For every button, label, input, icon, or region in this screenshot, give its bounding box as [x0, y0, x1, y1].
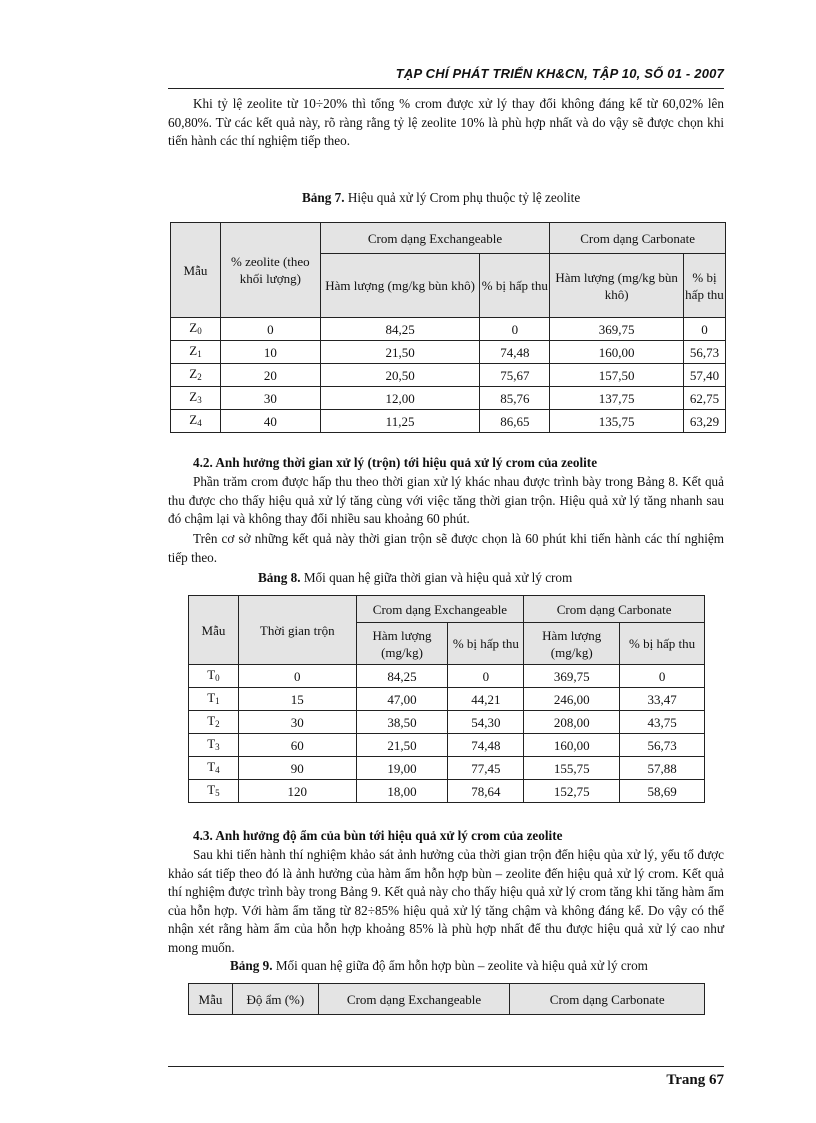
cell-ca-pct: 58,69 — [620, 780, 705, 803]
cell-sample — [189, 734, 239, 757]
cell-ca-content: 208,00 — [524, 711, 620, 734]
table9-caption-text: Mối quan hệ giữa độ ẩm hỗn hợp bùn – zeolite và hiệu quả xử lý crom — [272, 958, 648, 973]
cell-ex-pct: 0 — [448, 665, 524, 688]
section-4-3-paragraph-1: Sau khi tiến hành thí nghiệm khảo sát ảnh hưởng của thời gian trộn đến hiệu qủa xử lý, yếu tố được khảo sát tiếp theo đó là ảnh hưởng của hàm ẩm hỗn hợp bùn – zeolite đến hiệu quả xử lý crom. Kết quả thí nghiệm được trình bày trong Bảng 9. Kết quả này cho thấy hiệu quả xử lý crom tăng khi tăng hàm ẩm của hỗn hợp. Với hàm ẩm tăng từ 82÷85% hiệu quả xử lý tăng chậm và không đáng kể. Do vậy có thể nhận xét rằng hàm ẩm của hỗn hợp khoảng 85% là phù hợp nhất để thu được hiệu quả xử lý cao như mong muốn. — [168, 847, 724, 955]
cell-zeolite: 40 — [220, 410, 320, 433]
table8 — [188, 595, 705, 803]
footer-rule — [168, 1066, 724, 1067]
cell-ex-content: 47,00 — [356, 688, 448, 711]
section-4-2-paragraph-1: Phần trăm crom được hấp thu theo thời gian xử lý khác nhau được trình bày trong Bảng 8. Kết quả thu được cho thấy hiệu quả xử lý tăng cùng với việc tăng thời gian trộn. Hiệu quả xử lý tăng nhanh sau đó chậm lại và không thay đổi nhiều sau khoảng 60 phút. — [168, 474, 724, 526]
cell-ex-pct: 85,76 — [480, 387, 550, 410]
sample-letter: T — [207, 666, 216, 682]
sample-index: 5 — [215, 787, 220, 798]
table9-header-sample: Mẫu — [189, 984, 233, 1015]
cell-ca-content: 160,00 — [550, 341, 684, 364]
cell-ca-content: 369,75 — [550, 318, 684, 341]
cell-ex-content: 84,25 — [320, 318, 480, 341]
cell-ex-content: 19,00 — [356, 757, 448, 780]
cell-ca-content: 157,50 — [550, 364, 684, 387]
table7-header-zeolite: % zeolite (theo khối lượng) — [220, 223, 320, 318]
cell-zeolite: 20 — [220, 364, 320, 387]
table7-header-sample: Mẫu — [171, 223, 221, 318]
table-row — [189, 734, 705, 757]
cell-ex-content: 38,50 — [356, 711, 448, 734]
cell-time: 60 — [238, 734, 356, 757]
cell-ca-pct: 57,88 — [620, 757, 705, 780]
table7-subheader-ex-absorbed: % bị hấp thu — [480, 254, 550, 318]
cell-sample — [171, 364, 221, 387]
cell-ca-content: 155,75 — [524, 757, 620, 780]
sample-index: 3 — [215, 741, 220, 752]
cell-sample — [171, 387, 221, 410]
cell-sample — [189, 780, 239, 803]
sample-letter: T — [207, 712, 216, 728]
running-header — [168, 58, 724, 89]
table9-header-moisture: Độ ẩm (%) — [232, 984, 318, 1015]
cell-time: 15 — [238, 688, 356, 711]
sample-letter: Z — [189, 319, 198, 335]
cell-ex-pct: 75,67 — [480, 364, 550, 387]
table7-subheader-ex-content: Hàm lượng (mg/kg bùn khô) — [320, 254, 480, 318]
sample-letter: Z — [189, 411, 198, 427]
table9-caption — [230, 958, 648, 974]
journal-title: TẠP CHÍ PHÁT TRIỂN KH&CN, TẬP 10, SỐ 01 - 2007 — [395, 66, 724, 81]
table9-header-carbonate: Crom dạng Carbonate — [510, 984, 705, 1015]
table-row — [171, 341, 726, 364]
cell-ca-content: 152,75 — [524, 780, 620, 803]
table9-caption-label: Bảng 9. — [230, 958, 273, 973]
cell-sample — [189, 665, 239, 688]
cell-sample — [171, 318, 221, 341]
cell-ex-pct: 86,65 — [480, 410, 550, 433]
table8-header-time: Thời gian trộn — [238, 596, 356, 665]
cell-ex-content: 21,50 — [356, 734, 448, 757]
section-4-2-heading: 4.2. Anh hưởng thời gian xử lý (trộn) tới hiệu quả xử lý crom của zeolite — [193, 455, 598, 470]
sample-letter: Z — [189, 342, 198, 358]
table7-caption — [302, 190, 580, 206]
sample-letter: Z — [189, 365, 198, 381]
cell-sample — [171, 410, 221, 433]
table7 — [170, 222, 726, 433]
sample-letter: T — [207, 758, 216, 774]
cell-ex-pct: 0 — [480, 318, 550, 341]
cell-sample — [189, 757, 239, 780]
cell-zeolite: 0 — [220, 318, 320, 341]
cell-ex-pct: 54,30 — [448, 711, 524, 734]
table-row — [171, 318, 726, 341]
sample-index: 0 — [215, 672, 220, 683]
sample-index: 2 — [197, 371, 202, 382]
sample-index: 1 — [197, 348, 202, 359]
sample-letter: T — [207, 689, 216, 705]
cell-ex-content: 20,50 — [320, 364, 480, 387]
cell-ex-pct: 78,64 — [448, 780, 524, 803]
table-row — [189, 665, 705, 688]
table7-subheader-ca-absorbed: % bị hấp thu — [684, 254, 726, 318]
cell-ex-content: 11,25 — [320, 410, 480, 433]
cell-ex-content: 18,00 — [356, 780, 448, 803]
table8-subheader-ex-content: Hàm lượng (mg/kg) — [356, 623, 448, 665]
section-4-3-heading: 4.3. Anh hưởng độ ẩm của bùn tới hiệu quả xử lý crom của zeolite — [193, 828, 563, 843]
table8-header-sample: Mẫu — [189, 596, 239, 665]
table7-header-exchangeable: Crom dạng Exchangeable — [320, 223, 550, 254]
table7-caption-label: Bảng 7. — [302, 190, 345, 205]
section-4-2-paragraph-2: Trên cơ sở những kết quả này thời gian trộn sẽ được chọn là 60 phút khi tiến hành các thí nghiệm tiếp theo. — [168, 531, 724, 565]
table8-subheader-ca-content: Hàm lượng (mg/kg) — [524, 623, 620, 665]
cell-time: 0 — [238, 665, 356, 688]
table-row — [189, 711, 705, 734]
cell-ex-pct: 74,48 — [480, 341, 550, 364]
cell-ex-content: 21,50 — [320, 341, 480, 364]
cell-ca-pct: 57,40 — [684, 364, 726, 387]
sample-letter: T — [207, 735, 216, 751]
cell-time: 90 — [238, 757, 356, 780]
table8-caption — [258, 570, 572, 586]
cell-ex-content: 12,00 — [320, 387, 480, 410]
table7-header-carbonate: Crom dạng Carbonate — [550, 223, 726, 254]
cell-ex-pct: 74,48 — [448, 734, 524, 757]
cell-ca-content: 135,75 — [550, 410, 684, 433]
page-number: Trang 67 — [666, 1072, 724, 1088]
sample-index: 4 — [197, 417, 202, 428]
table-row — [189, 757, 705, 780]
table-row — [171, 410, 726, 433]
cell-zeolite: 10 — [220, 341, 320, 364]
sample-index: 1 — [215, 695, 220, 706]
table9-header-exchangeable: Crom dạng Exchangeable — [318, 984, 510, 1015]
table8-header-carbonate: Crom dạng Carbonate — [524, 596, 705, 623]
cell-time: 120 — [238, 780, 356, 803]
cell-ca-pct: 43,75 — [620, 711, 705, 734]
sample-index: 0 — [197, 325, 202, 336]
table-row — [171, 387, 726, 410]
table-row — [189, 780, 705, 803]
cell-sample — [189, 688, 239, 711]
sample-index: 3 — [197, 394, 202, 405]
cell-ca-content: 137,75 — [550, 387, 684, 410]
sample-letter: T — [207, 781, 216, 797]
cell-ca-pct: 0 — [684, 318, 726, 341]
cell-sample — [171, 341, 221, 364]
cell-ca-pct: 56,73 — [684, 341, 726, 364]
cell-ca-pct: 56,73 — [620, 734, 705, 757]
sample-index: 4 — [215, 764, 220, 775]
table8-header-exchangeable: Crom dạng Exchangeable — [356, 596, 524, 623]
sample-index: 2 — [215, 718, 220, 729]
table8-caption-label: Bảng 8. — [258, 570, 301, 585]
cell-ca-pct: 63,29 — [684, 410, 726, 433]
table8-subheader-ca-absorbed: % bị hấp thu — [620, 623, 705, 665]
cell-sample — [189, 711, 239, 734]
cell-ca-pct: 0 — [620, 665, 705, 688]
cell-zeolite: 30 — [220, 387, 320, 410]
table-row — [171, 364, 726, 387]
cell-ca-pct: 62,75 — [684, 387, 726, 410]
cell-ca-content: 160,00 — [524, 734, 620, 757]
table7-caption-text: Hiệu quả xử lý Crom phụ thuộc tỷ lệ zeolite — [344, 190, 581, 205]
sample-letter: Z — [189, 388, 198, 404]
table8-caption-text: Mối quan hệ giữa thời gian và hiệu quả xử lý crom — [300, 570, 573, 585]
cell-ca-content: 369,75 — [524, 665, 620, 688]
table-row — [189, 688, 705, 711]
table7-subheader-ca-content: Hàm lượng (mg/kg bùn khô) — [550, 254, 684, 318]
cell-ex-pct: 44,21 — [448, 688, 524, 711]
table8-subheader-ex-absorbed: % bị hấp thu — [448, 623, 524, 665]
table9 — [188, 983, 705, 1015]
cell-ex-pct: 77,45 — [448, 757, 524, 780]
cell-ca-pct: 33,47 — [620, 688, 705, 711]
cell-ex-content: 84,25 — [356, 665, 448, 688]
cell-time: 30 — [238, 711, 356, 734]
cell-ca-content: 246,00 — [524, 688, 620, 711]
intro-paragraph: Khi tỷ lệ zeolite từ 10÷20% thì tổng % crom được xử lý thay đổi không đáng kể từ 60,02% lên 60,80%. Từ các kết quả này, rõ ràng rằng tỷ lệ zeolite 10% là phù hợp nhất và do vậy sẽ được chọn khi tiến hành các thí nghiệm tiếp theo. — [168, 96, 724, 148]
